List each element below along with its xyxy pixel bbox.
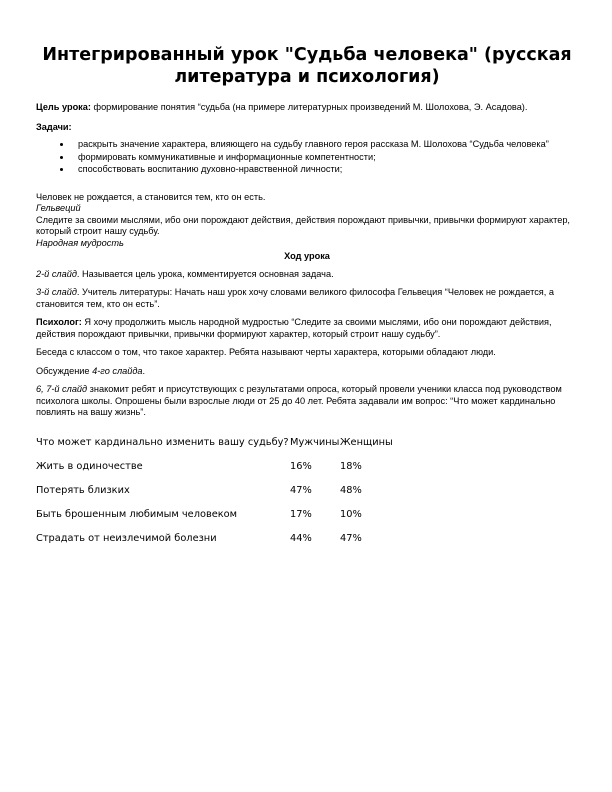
epigraph-author: Народная мудрость xyxy=(36,237,124,248)
paragraph-text: Я хочу продолжить мысль народной мудростью “Следите за своими мыслями, ибо они порождают действия, действия порождают привычки, привычки формируют характер, который строит нашу судьбу”. xyxy=(36,317,552,339)
slide-ref: 6, 7-й слайд xyxy=(36,384,88,394)
row-women-value: 48% xyxy=(340,484,362,496)
task-item: • формировать коммуникативные и информационные компетентности; xyxy=(72,152,578,164)
task-item: • раскрыть значение характера, влияющего на судьбу главного героя рассказа М. Шолохова “Судьба человека” xyxy=(72,139,578,151)
row-label: Страдать от неизлечимой болезни xyxy=(36,532,217,544)
header-men: Мужчины xyxy=(290,436,340,448)
row-label: Быть брошенным любимым человеком xyxy=(36,508,238,520)
header-question: Что может кардинально изменить вашу судьбу? xyxy=(36,436,289,448)
tasks-list xyxy=(36,139,578,176)
paragraph-text: знакомит ребят и присутствующих с результатами опроса, который провели ученики класса под руководством психолога школы. Опрошены были взрослые люди от 25 до 40 лет. Ребята задавали им вопрос: “Что может кардинально повлиять на вашу жизнь”. xyxy=(36,384,562,417)
table-header-row xyxy=(36,435,400,459)
paragraph-discussion: Беседа с классом о том, что такое характер. Ребята называют черты характера, которыми обладают люди. xyxy=(36,347,496,357)
section-heading: Ход урока xyxy=(284,251,330,261)
slide-ref: 4-го слайда xyxy=(92,365,143,376)
epigraph-quote: Следите за своими мыслями, ибо они порождают действия, действия порождают привычки, привычки формируют характер, который строит нашу судьбу. xyxy=(36,214,570,236)
row-men-value: 44% xyxy=(290,532,312,544)
row-women-value: 10% xyxy=(340,508,362,520)
table-row xyxy=(36,459,400,483)
paragraph-suffix: . xyxy=(142,365,146,376)
paragraph-prefix: Обсуждение xyxy=(36,365,93,376)
lesson-goal xyxy=(36,102,578,114)
paragraph-text: . Называется цель урока, комментируется основная задача. xyxy=(76,268,334,279)
goal-label: Цель урока: xyxy=(36,102,91,112)
page-title: Интегрированный урок "Судьба человека" (русская литература и психология) xyxy=(42,45,572,87)
row-women-value: 47% xyxy=(340,532,362,544)
survey-table xyxy=(36,435,400,555)
goal-text: формирование понятия “судьба (на примере литературных произведений М. Шолохова, Э. Асадова). xyxy=(90,102,528,112)
slide-ref: 2-й слайд xyxy=(36,268,77,279)
table-row xyxy=(36,507,400,531)
epigraph-author: Гельвеций xyxy=(36,203,81,213)
table-row xyxy=(36,483,400,507)
row-women-value: 18% xyxy=(340,460,362,472)
table-row xyxy=(36,531,400,555)
paragraph-psychologist xyxy=(36,317,578,340)
row-men-value: 17% xyxy=(290,508,312,520)
task-item: • способствовать воспитанию духовно-нравственной личности; xyxy=(72,164,578,176)
paragraph-slide-2 xyxy=(36,269,578,281)
tasks-label: Задачи: xyxy=(36,121,72,132)
row-men-value: 16% xyxy=(290,460,312,472)
row-label: Жить в одиночестве xyxy=(36,460,143,472)
slide-ref: 3-й слайд xyxy=(36,287,77,297)
paragraph-slide-3 xyxy=(36,287,578,310)
row-men-value: 47% xyxy=(290,484,312,496)
paragraph-slide-6-7 xyxy=(36,384,578,419)
paragraph-text: . Учитель литературы: Начать наш урок хочу словами великого философа Гельвеция “Человек не рождается, а становится тем, кто он есть”. xyxy=(36,287,554,309)
header-women: Женщины xyxy=(340,436,393,448)
epigraph-quote: Человек не рождается, а становится тем, кто он есть. xyxy=(36,191,266,202)
speaker-label: Психолог: xyxy=(36,317,82,327)
row-label: Потерять близких xyxy=(36,484,130,496)
paragraph-slide-4 xyxy=(36,366,578,378)
